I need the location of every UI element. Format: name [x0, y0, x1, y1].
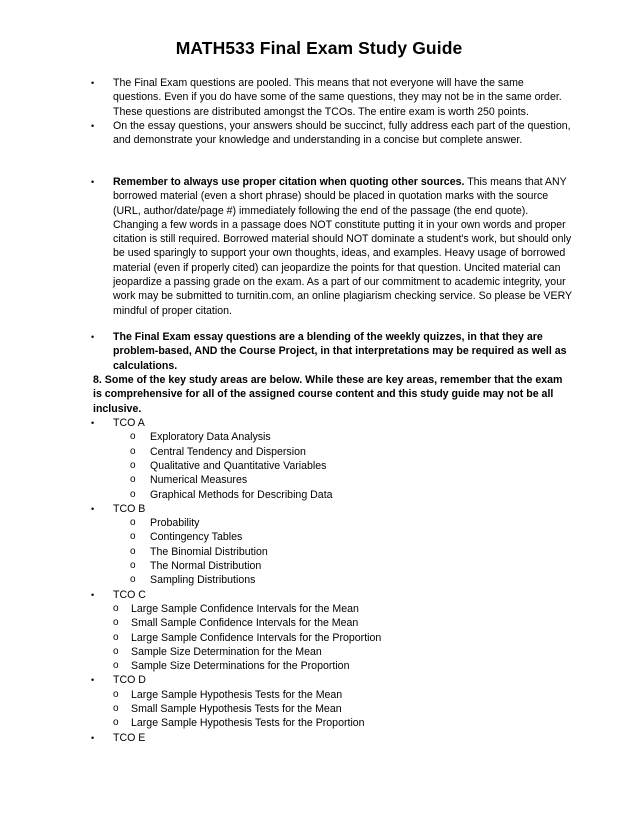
- sub-bullet-icon: o: [113, 631, 119, 643]
- study-topic: Sampling Distributions: [150, 574, 256, 587]
- study-topic: Numerical Measures: [150, 474, 248, 487]
- sub-bullet-icon: o: [130, 560, 136, 571]
- sub-bullet-icon: o: [130, 445, 136, 457]
- sub-bullet-icon: o: [113, 660, 119, 672]
- study-topic: Large Sample Hypothesis Tests for the Proportion: [131, 717, 365, 730]
- citation-body-text: This means that ANY borrowed material (even a short phrase) should be placed in quotation marks with the source (URL, author/date/page #) immediately following the end of the passage (the end quote). Changing a few words in a passage does NOT constitute putting it in your own words and proper citation is still required. Borrowed material should NOT dominate a student's work, but should only be used sparingly to support your own thoughts, ideas, and examples. Heavy usage of borrowed material (even if properly cited) can jeopardize the points for that question. Uncited material can jeopardize a passing grade on the exam. As a part of our commitment to academic integrity, your work may be submitted to turnitin.com, an online plagiarism checking service. So please be VERY mindful of proper citation.: [113, 176, 572, 317]
- study-topic: Probability: [150, 517, 200, 530]
- study-topic: Contingency Tables: [150, 531, 243, 544]
- sub-bullet-icon: o: [130, 531, 136, 543]
- sub-bullet-icon: o: [130, 488, 136, 500]
- blend-note-text: The Final Exam essay questions are a blending of the weekly quizzes, in that they are problem-based, AND the Course Project, in that interpretations may be required as well as calculations.: [113, 331, 567, 372]
- sub-bullet-icon: o: [130, 545, 136, 557]
- study-topic: The Binomial Distribution: [150, 545, 268, 558]
- sub-bullet-icon: o: [113, 717, 119, 729]
- sub-bullet-icon: o: [130, 574, 136, 586]
- bullet-icon: •: [91, 177, 95, 187]
- sub-bullet-icon: o: [113, 688, 119, 700]
- study-topic: Small Sample Hypothesis Tests for the Mean: [131, 703, 342, 715]
- tco-label: TCO B: [113, 502, 146, 515]
- study-topic: Sample Size Determinations for the Proportion: [131, 660, 350, 673]
- study-topic: The Normal Distribution: [150, 560, 262, 572]
- tco-label: TCO E: [113, 731, 146, 744]
- key-areas-heading: 8. Some of the key study areas are below. While these are key areas, remember that the exam is comprehensive for all of the assigned course content and this study guide may not be all inclusive.: [93, 374, 563, 415]
- sub-bullet-icon: o: [113, 602, 119, 614]
- sub-bullet-icon: o: [130, 474, 136, 486]
- bullet-icon: •: [91, 589, 95, 600]
- tco-label: TCO A: [113, 417, 145, 429]
- study-topic: Central Tendency and Dispersion: [150, 445, 306, 458]
- bullet-icon: •: [91, 503, 95, 514]
- study-topic: Large Sample Confidence Intervals for the Proportion: [131, 631, 382, 644]
- sub-bullet-icon: o: [113, 703, 119, 714]
- study-topic: Sample Size Determination for the Mean: [131, 645, 322, 658]
- bullet-icon: •: [91, 675, 95, 686]
- tco-label: TCO C: [113, 588, 146, 601]
- bullet-icon: •: [91, 332, 95, 342]
- study-topic: Small Sample Confidence Intervals for the Mean: [131, 617, 359, 630]
- sub-bullet-icon: o: [130, 431, 136, 443]
- page-title: MATH533 Final Exam Study Guide: [175, 38, 463, 58]
- sub-bullet-icon: o: [113, 645, 119, 657]
- citation-bold-text: Remember to always use proper citation when quoting other sources.: [113, 176, 465, 188]
- intro-text-1: The Final Exam questions are pooled. This means that not everyone will have the same questions. Even if you do have some of the same questions, they may not be in the same order. These questions are distributed amongst the TCOs. The entire exam is worth 250 points.: [113, 77, 562, 118]
- intro-text-2: On the essay questions, your answers should be succinct, fully address each part of the question, and demonstrate your knowledge and understanding in a concise but complete answer.: [113, 120, 571, 147]
- citation-paragraph: [113, 175, 575, 318]
- bullet-icon: •: [91, 121, 95, 131]
- bullet-icon: •: [91, 732, 95, 743]
- study-topic: Large Sample Hypothesis Tests for the Mean: [131, 688, 343, 701]
- study-topic: Large Sample Confidence Intervals for the Mean: [131, 602, 359, 615]
- sub-bullet-icon: o: [130, 459, 136, 471]
- tco-label: TCO D: [113, 674, 146, 687]
- sub-bullet-icon: o: [113, 617, 119, 629]
- study-topic: Qualitative and Quantitative Variables: [150, 459, 327, 472]
- sub-bullet-icon: o: [130, 517, 136, 529]
- study-topic: Graphical Methods for Describing Data: [150, 488, 333, 501]
- study-topic: Exploratory Data Analysis: [150, 431, 271, 444]
- bullet-icon: •: [91, 78, 95, 88]
- bullet-icon: •: [91, 418, 95, 428]
